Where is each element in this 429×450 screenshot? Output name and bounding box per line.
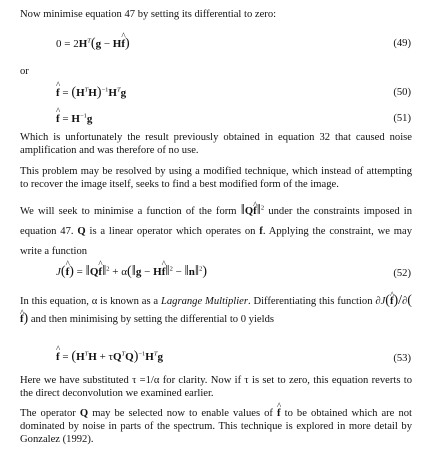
equation-number: (49)	[393, 38, 411, 49]
equation-number: (53)	[393, 353, 411, 364]
paragraph-minimise: We will seek to minimise a function of the form ‖Q^ f‖$^2$ under the constraints imposed in equation 47. Q is a linear operator which operates on f. Applying the constraint, we may write a function	[20, 202, 412, 262]
equation-number: (52)	[393, 268, 411, 279]
paragraph-substituted: Here we have substituted τ =1/α for clarity. Now if τ is set to zero, this equation reverts to the direct deconvolution we examined earlier.	[20, 375, 412, 399]
paragraph-noise: Which is unfortunately the result previously obtained in equation 32 that caused noise amplification and was therefore of no use.	[20, 132, 412, 156]
equation-number: (51)	[393, 113, 411, 124]
paragraph-modified-technique: This problem may be resolved by using a modified technique, which instead of attempting to recover the image itself, seeks to find a best modified form of the image.	[20, 166, 412, 190]
equation-number: (50)	[393, 87, 411, 98]
or-label: or	[20, 66, 29, 77]
document-page: Now minimise equation 47 by setting its differential to zero: $0 = 2H^T(g$ − H^ f) (49) or ^ $f = (H^TH)^{-1}H^Tg$ (50) ^ $f = H^{-1}g$ (51) Which is unfortunately the result previously obtained in equation 32 that caused noise amplification and was therefore of no use. This problem may be resolved by using a modified technique, which instead of attempting to recover the image itself, seeks to find a best modified form of the image. We will seek to minimise a function of the form ‖Q^ f‖$^2$ under the constraints imposed in equation 47. Q is a linear operator which operates on f. Applying the constraint, we may write a function J(^ f) = ‖Q^ f‖$^2$ + α(‖g − H^ f‖$^2$ − ‖n‖$^2$) (52) In this equation, α is known as a Lagrange Multiplier. Differentiating this function ∂J(^ f)/∂(^ f) and then minimising by setting the differential to 0 yields ^ $f = (H^TH + \tau Q^TQ)^{-1}H^Tg$ (53) Here we have substituted τ =1/α for clarity. Now if τ is set to zero, this equation reverts to the direct deconvolution we examined earlier. The operator Q may be selected now to enable values of ^ f to be obtained which are not dominated by noise in parts of the spectrum. This technique is explored in more detail by Gonzalez (1992).	[0, 0, 429, 450]
intro-line: Now minimise equation 47 by setting its differential to zero:	[20, 9, 277, 20]
paragraph-lagrange: In this equation, α is known as a Lagrange Multiplier. Differentiating this function ∂J(^ f)/∂(^ f) and then minimising by setting the differential to 0 yields	[20, 293, 412, 329]
paragraph-operator-q: The operator Q may be selected now to enable values of ^ f to be obtained which are not dominated by noise in parts of the spectrum. This technique is explored in more detail by Gonzalez (1992).	[20, 407, 412, 446]
